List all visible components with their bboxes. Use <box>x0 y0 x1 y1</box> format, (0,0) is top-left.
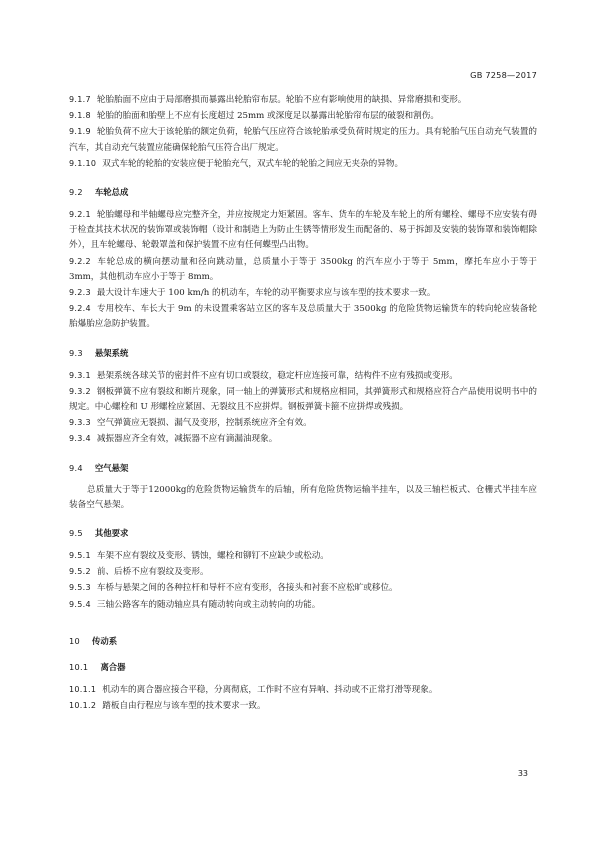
clause-number: 9.5.3 <box>69 583 91 593</box>
section-number: 10 <box>69 635 81 646</box>
section-title: 离合器 <box>100 661 126 672</box>
clause-paragraph <box>69 92 537 108</box>
clause-number: 9.1.7 <box>69 95 91 104</box>
clause-number: 9.3.3 <box>69 418 91 428</box>
clause-text: 轮胎螺母和半轴螺母应完整齐全，并应按规定力矩紧固。客车、货车的车轮及车轮上的所有螺栓、螺母不应安装有碍于检查其技术状况的装饰罩或装饰帽（设计和制造上为防止生锈等情形发生而配备的、易于拆卸及安装的装饰罩和装饰帽除外），且车轮螺母、轮毂罩盖和保护装置不应有任何蝶型凸出物。 <box>69 210 537 251</box>
clause-paragraph <box>69 682 537 698</box>
clause-paragraph <box>69 156 537 172</box>
page-number: 33 <box>517 769 528 778</box>
document-body <box>69 92 537 714</box>
clause-paragraph <box>69 431 537 447</box>
clause-number: 10.1.2 <box>69 701 97 711</box>
clause-number: 9.2.1 <box>69 210 91 220</box>
clause-number: 9.2.4 <box>69 304 91 314</box>
section-heading <box>69 462 537 474</box>
section-title: 传动系 <box>92 635 118 646</box>
clause-number: 9.3.4 <box>69 434 91 444</box>
section-number: 9.3 <box>69 347 83 358</box>
clause-number: 9.1.9 <box>69 127 91 137</box>
clause-number: 9.1.10 <box>69 158 97 168</box>
chapter-heading <box>69 635 537 647</box>
clause-paragraph <box>69 580 537 596</box>
clause-text: 轮胎负荷不应大于该轮胎的额定负荷，轮胎气压应符合该轮胎承受负荷时规定的压力。具有轮胎气压自动充气装置的汽车，其自动充气装置应能确保轮胎气压符合出厂规定。 <box>69 127 537 153</box>
clause-text: 悬架系统各球关节的密封件不应有切口或裂纹，稳定杆应连接可靠，结构件不应有残损或变形。 <box>96 370 458 381</box>
clause-paragraph <box>69 597 537 613</box>
clause-text: 机动车的离合器应接合平稳，分离彻底，工作时不应有异响、抖动或不正常打滑等现象。 <box>102 684 438 695</box>
section-number: 9.4 <box>69 462 83 473</box>
section-title: 悬架系统 <box>94 347 129 358</box>
clause-paragraph <box>69 124 537 155</box>
section-number: 10.1 <box>69 661 89 672</box>
clause-number: 9.3.2 <box>69 386 91 396</box>
clause-paragraph <box>69 384 537 415</box>
clause-text: 三轴公路客车的随动轴应具有随动转向或主动转向的功能。 <box>96 599 321 610</box>
clause-number: 9.2.2 <box>69 256 91 266</box>
clause-paragraph <box>69 108 537 124</box>
clause-text: 车桥与悬架之间的各种拉杆和导杆不应有变形，各接头和衬套不应松旷或移位。 <box>96 583 398 594</box>
clause-paragraph <box>69 698 537 714</box>
section-title: 车轮总成 <box>94 187 129 198</box>
section-heading <box>69 661 537 673</box>
clause-paragraph <box>69 285 537 301</box>
clause-number: 9.5.4 <box>69 599 91 609</box>
clause-number: 10.1.1 <box>69 684 97 694</box>
clause-text: 专用校车、车长大于 9m 的未设置乘客站立区的客车及总质量大于 3500kg 的危险货物运输货车的转向轮应装备轮胎爆胎应急防护装置。 <box>69 304 537 330</box>
clause-paragraph <box>69 254 537 285</box>
clause-text: 车轮总成的横向摆动量和径向跳动量，总质量小于等于 3500kg 的汽车应小于等于 5mm，摩托车应小于等于 3mm，其他机动车应小于等于 8mm。 <box>69 256 537 282</box>
clause-paragraph <box>69 564 537 580</box>
section-number: 9.2 <box>69 187 83 198</box>
section-heading <box>69 186 537 198</box>
clause-paragraph <box>69 548 537 564</box>
clause-text: 钢板弹簧不应有裂纹和断片现象，同一轴上的弹簧形式和规格应相同，其弹簧形式和规格应符合产品使用说明书中的规定。中心螺栓和 U 形螺栓应紧固、无裂纹且不应拼焊。钢板弹簧卡箍不应拼焊或残损。 <box>69 386 537 413</box>
clause-paragraph <box>69 301 537 332</box>
clause-number: 9.1.8 <box>69 111 91 121</box>
clause-text: 轮胎的胎面和胎壁上不应有长度超过 25mm 或深度足以暴露出轮胎帘布层的破裂和割伤。 <box>96 111 439 122</box>
standard-code: GB 7258—2017 <box>470 70 537 80</box>
section-heading <box>69 347 537 359</box>
clause-text: 前、后桥不应有裂纹及变形。 <box>96 567 209 578</box>
clause-text: 最大设计车速大于 100 km/h 的机动车，车轮的动平衡要求应与该车型的技术要求一致。 <box>96 288 436 299</box>
clause-number: 9.5.2 <box>69 567 91 577</box>
section-title: 其他要求 <box>94 528 129 539</box>
clause-number: 9.3.1 <box>69 370 91 380</box>
section-title: 空气悬架 <box>94 462 129 473</box>
section-heading <box>69 527 537 539</box>
clause-paragraph <box>69 207 537 254</box>
clause-paragraph <box>69 368 537 384</box>
clause-text: 车架不应有裂纹及变形、锈蚀，螺栓和铆钉不应缺少或松动。 <box>96 551 329 562</box>
clause-number: 9.5.1 <box>69 551 91 561</box>
clause-paragraph <box>69 415 537 431</box>
section-number: 9.5 <box>69 528 83 539</box>
clause-number: 9.2.3 <box>69 288 91 298</box>
body-paragraph: 总质量大于等于12000kg的危险货物运输货车的后轴，所有危险货物运输半挂车，以及三轴栏板式、仓栅式半挂车应装备空气悬架。 <box>69 484 537 510</box>
clause-text: 减振器应齐全有效，减振器不应有滴漏油现象。 <box>96 434 278 445</box>
clause-text: 踏板自由行程应与该车型的技术要求一致。 <box>102 701 266 712</box>
clause-text: 轮胎胎面不应由于局部磨损而暴露出轮胎帘布层。轮胎不应有影响使用的缺损、异常磨损和变形。 <box>96 95 467 105</box>
clause-text: 双式车轮的轮胎的安装应便于轮胎充气，双式车轮的轮胎之间应无夹杂的异物。 <box>102 158 404 169</box>
clause-text: 空气弹簧应无裂损、漏气及变形，控制系统应齐全有效。 <box>96 418 312 429</box>
